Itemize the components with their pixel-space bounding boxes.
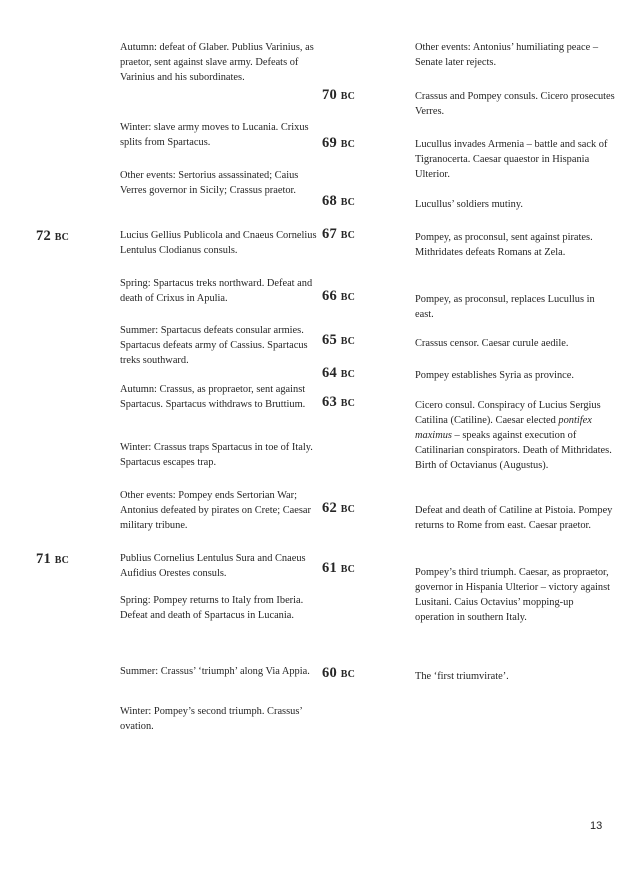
year-label: 70 BC <box>322 87 356 103</box>
year-label: 61 BC <box>322 560 356 576</box>
timeline-entry: Spring: Pompey returns to Italy from Iberia. Defeat and death of Spartacus in Lucania. <box>120 595 304 621</box>
timeline-entry: The ‘first triumvirate’. <box>415 671 509 682</box>
timeline-entry: Crassus censor. Caesar curule aedile. <box>415 338 569 349</box>
year-label: 67 BC <box>322 226 356 242</box>
year-label: 71 BC <box>36 551 70 567</box>
timeline-entry: Pompey, as proconsul, replaces Lucullus in east. <box>415 294 595 320</box>
year-label: 66 BC <box>322 288 356 304</box>
timeline-entry: Winter: Crassus traps Spartacus in toe of Italy. Spartacus escapes trap. <box>120 442 313 468</box>
timeline-entry: Crassus and Pompey consuls. Cicero prosecutes Verres. <box>415 91 615 117</box>
timeline-entry: Winter: slave army moves to Lucania. Crixus splits from Spartacus. <box>120 122 309 148</box>
timeline-entry: Autumn: defeat of Glaber. Publius Varinius, as praetor, sent against slave army. Defeats of Varinius and his subordinates. <box>120 42 314 83</box>
timeline-entry: Cicero consul. Conspiracy of Lucius Sergius Catilina (Catiline). Caesar elected pontifex maximus – speaks against execution of Catilinarian conspirators. Death of Mithridates. Birth of Octavianus (Augustus). <box>415 400 612 471</box>
timeline-entry: Other events: Pompey ends Sertorian War; Antonius defeated by pirates on Crete; Caesar military tribune. <box>120 490 312 531</box>
year-label: 63 BC <box>322 394 356 410</box>
timeline-entry: Spring: Spartacus treks northward. Defeat and death of Crixus in Apulia. <box>120 278 313 304</box>
timeline-entry: Other events: Antonius’ humiliating peace – Senate later rejects. <box>415 42 599 68</box>
timeline-entry: Lucullus invades Armenia – battle and sack of Tigranocerta. Caesar quaestor in Hispania Ulterior. <box>415 139 608 180</box>
year-label: 65 BC <box>322 332 356 348</box>
timeline-entry: Defeat and death of Catiline at Pistoia. Pompey returns to Rome from east. Caesar praetor. <box>415 505 613 531</box>
timeline-entry: Summer: Crassus’ ‘triumph’ along Via Appia. <box>120 666 310 677</box>
timeline-entry: Publius Cornelius Lentulus Sura and Cnaeus Aufidius Orestes consuls. <box>120 553 306 579</box>
timeline-entry: Lucius Gellius Publicola and Cnaeus Cornelius Lentulus Clodianus consuls. <box>120 230 317 256</box>
timeline-entry: Lucullus’ soldiers mutiny. <box>415 199 523 210</box>
year-label: 64 BC <box>322 365 356 381</box>
timeline-entry: Pompey’s third triumph. Caesar, as propraetor, governor in Hispania Ulterior – victory against Lusitani. Caius Octavius’ mopping-up operation in southern Italy. <box>415 567 611 623</box>
year-label: 69 BC <box>322 135 356 151</box>
year-label: 60 BC <box>322 665 356 681</box>
timeline-entry: Other events: Sertorius assassinated; Caius Verres governor in Sicily; Crassus praetor. <box>120 170 299 196</box>
year-label: 68 BC <box>322 193 356 209</box>
timeline-entry: Pompey establishes Syria as province. <box>415 370 575 381</box>
timeline-entry: Autumn: Crassus, as propraetor, sent against Spartacus. Spartacus withdraws to Bruttium. <box>120 384 306 410</box>
timeline-entry: Pompey, as proconsul, sent against pirates. Mithridates defeats Romans at Zela. <box>415 232 593 258</box>
year-label: 72 BC <box>36 228 70 244</box>
timeline-entry: Winter: Pompey’s second triumph. Crassus’ ovation. <box>120 706 303 732</box>
year-label: 62 BC <box>322 500 356 516</box>
timeline-entry: Summer: Spartacus defeats consular armies. Spartacus defeats army of Cassius. Spartacus treks southward. <box>120 325 308 366</box>
page-number: 13 <box>590 820 603 832</box>
